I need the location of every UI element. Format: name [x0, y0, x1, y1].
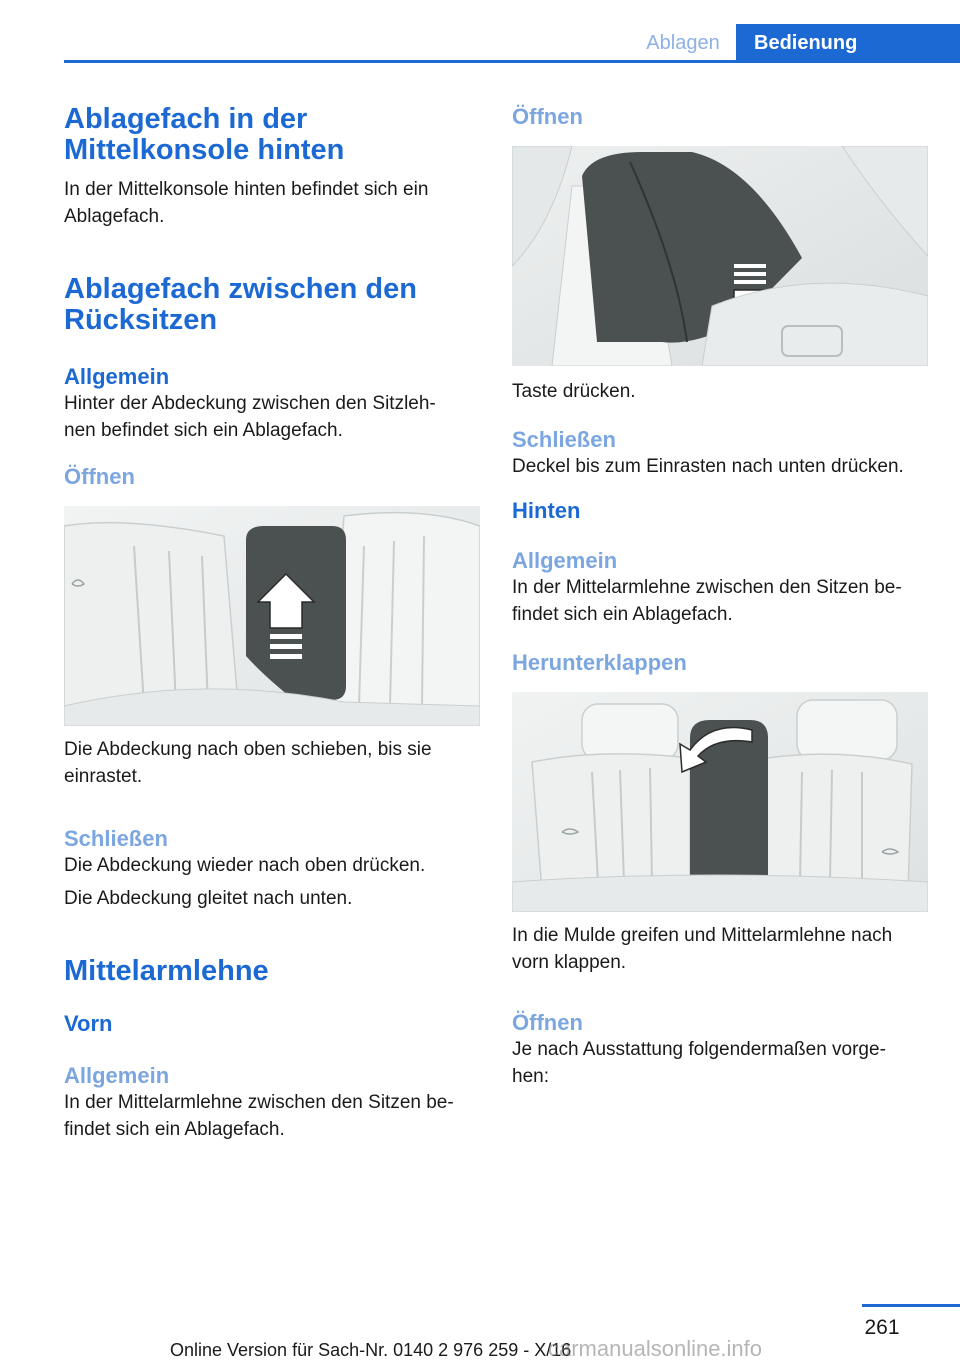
heading-general-rear: Allgemein [512, 548, 618, 573]
footer-rule [862, 1304, 960, 1307]
caption-open-line-2: einrastet. [64, 766, 143, 787]
text-rear-general-line-1: In der Mittelarmlehne zwischen den Sitzen be- [512, 577, 902, 598]
heading-general-armrest: Allgemein [64, 1063, 170, 1088]
header-tab-section: Ablagen [646, 32, 720, 54]
text-closing-right: Deckel bis zum Einrasten nach unten drücken. [512, 456, 904, 477]
heading-opening: Öffnen [64, 464, 135, 489]
text-closing-line-2: Die Abdeckung gleitet nach unten. [64, 888, 353, 909]
text-armrest-general-line-1: In der Mittelarmlehne zwischen den Sitzen be- [64, 1092, 454, 1113]
heading-rear: Hinten [512, 498, 581, 523]
caption-press-button: Taste drücken. [512, 381, 636, 402]
heading-armrest: Mittelarmlehne [64, 955, 269, 987]
text-closing-line-1: Die Abdeckung wieder nach oben drücken. [64, 855, 426, 876]
heading-opening-rear: Öffnen [512, 1010, 583, 1035]
heading-opening-right: Öffnen [512, 104, 583, 129]
left-column [64, 100, 482, 1143]
heading-fold-down: Herunterklappen [512, 650, 687, 675]
right-column [512, 100, 932, 1090]
heading-closing: Schließen [64, 826, 168, 851]
header-tab-chapter: Bedienung [736, 24, 960, 60]
figure-console-button [512, 146, 928, 366]
text-general-line-2: nen befindet sich ein Ablagefach. [64, 420, 343, 441]
text-center-console-storage: In der Mittelkonsole hinten befindet sich ein Ablagefach. [64, 179, 429, 227]
text-opening-rear-line-2: hen: [512, 1066, 549, 1087]
heading-center-console-storage: Ablagefach in der Mittelkonsole hinten [64, 103, 345, 166]
caption-fold-line-2: vorn klappen. [512, 952, 627, 973]
text-armrest-general-line-2: findet sich ein Ablagefach. [64, 1119, 285, 1140]
text-opening-rear-line-1: Je nach Ausstattung folgendermaßen vorge- [512, 1039, 886, 1060]
header-rule [64, 60, 960, 63]
text-general-line-1: Hinter der Abdeckung zwischen den Sitzleh- [64, 393, 436, 414]
heading-storage-between-seats: Ablagefach zwischen den Rücksitzen [64, 273, 417, 336]
figure-seat-cover-open [64, 506, 480, 726]
watermark: carmanualsonline.info [548, 1336, 763, 1361]
footer-online-version: Online Version für Sach-Nr. 0140 2 976 259 - X/16 [170, 1340, 572, 1360]
text-rear-general-line-2: findet sich ein Ablagefach. [512, 604, 733, 625]
page-number: 261 [864, 1316, 900, 1339]
caption-open-line-1: Die Abdeckung nach oben schieben, bis sie [64, 739, 432, 760]
caption-fold-line-1: In die Mulde greifen und Mittelarmlehne nach [512, 925, 893, 946]
heading-general: Allgemein [64, 364, 170, 389]
heading-front: Vorn [64, 1011, 113, 1036]
heading-closing-right: Schließen [512, 427, 616, 452]
figure-armrest-fold-down [512, 692, 928, 912]
